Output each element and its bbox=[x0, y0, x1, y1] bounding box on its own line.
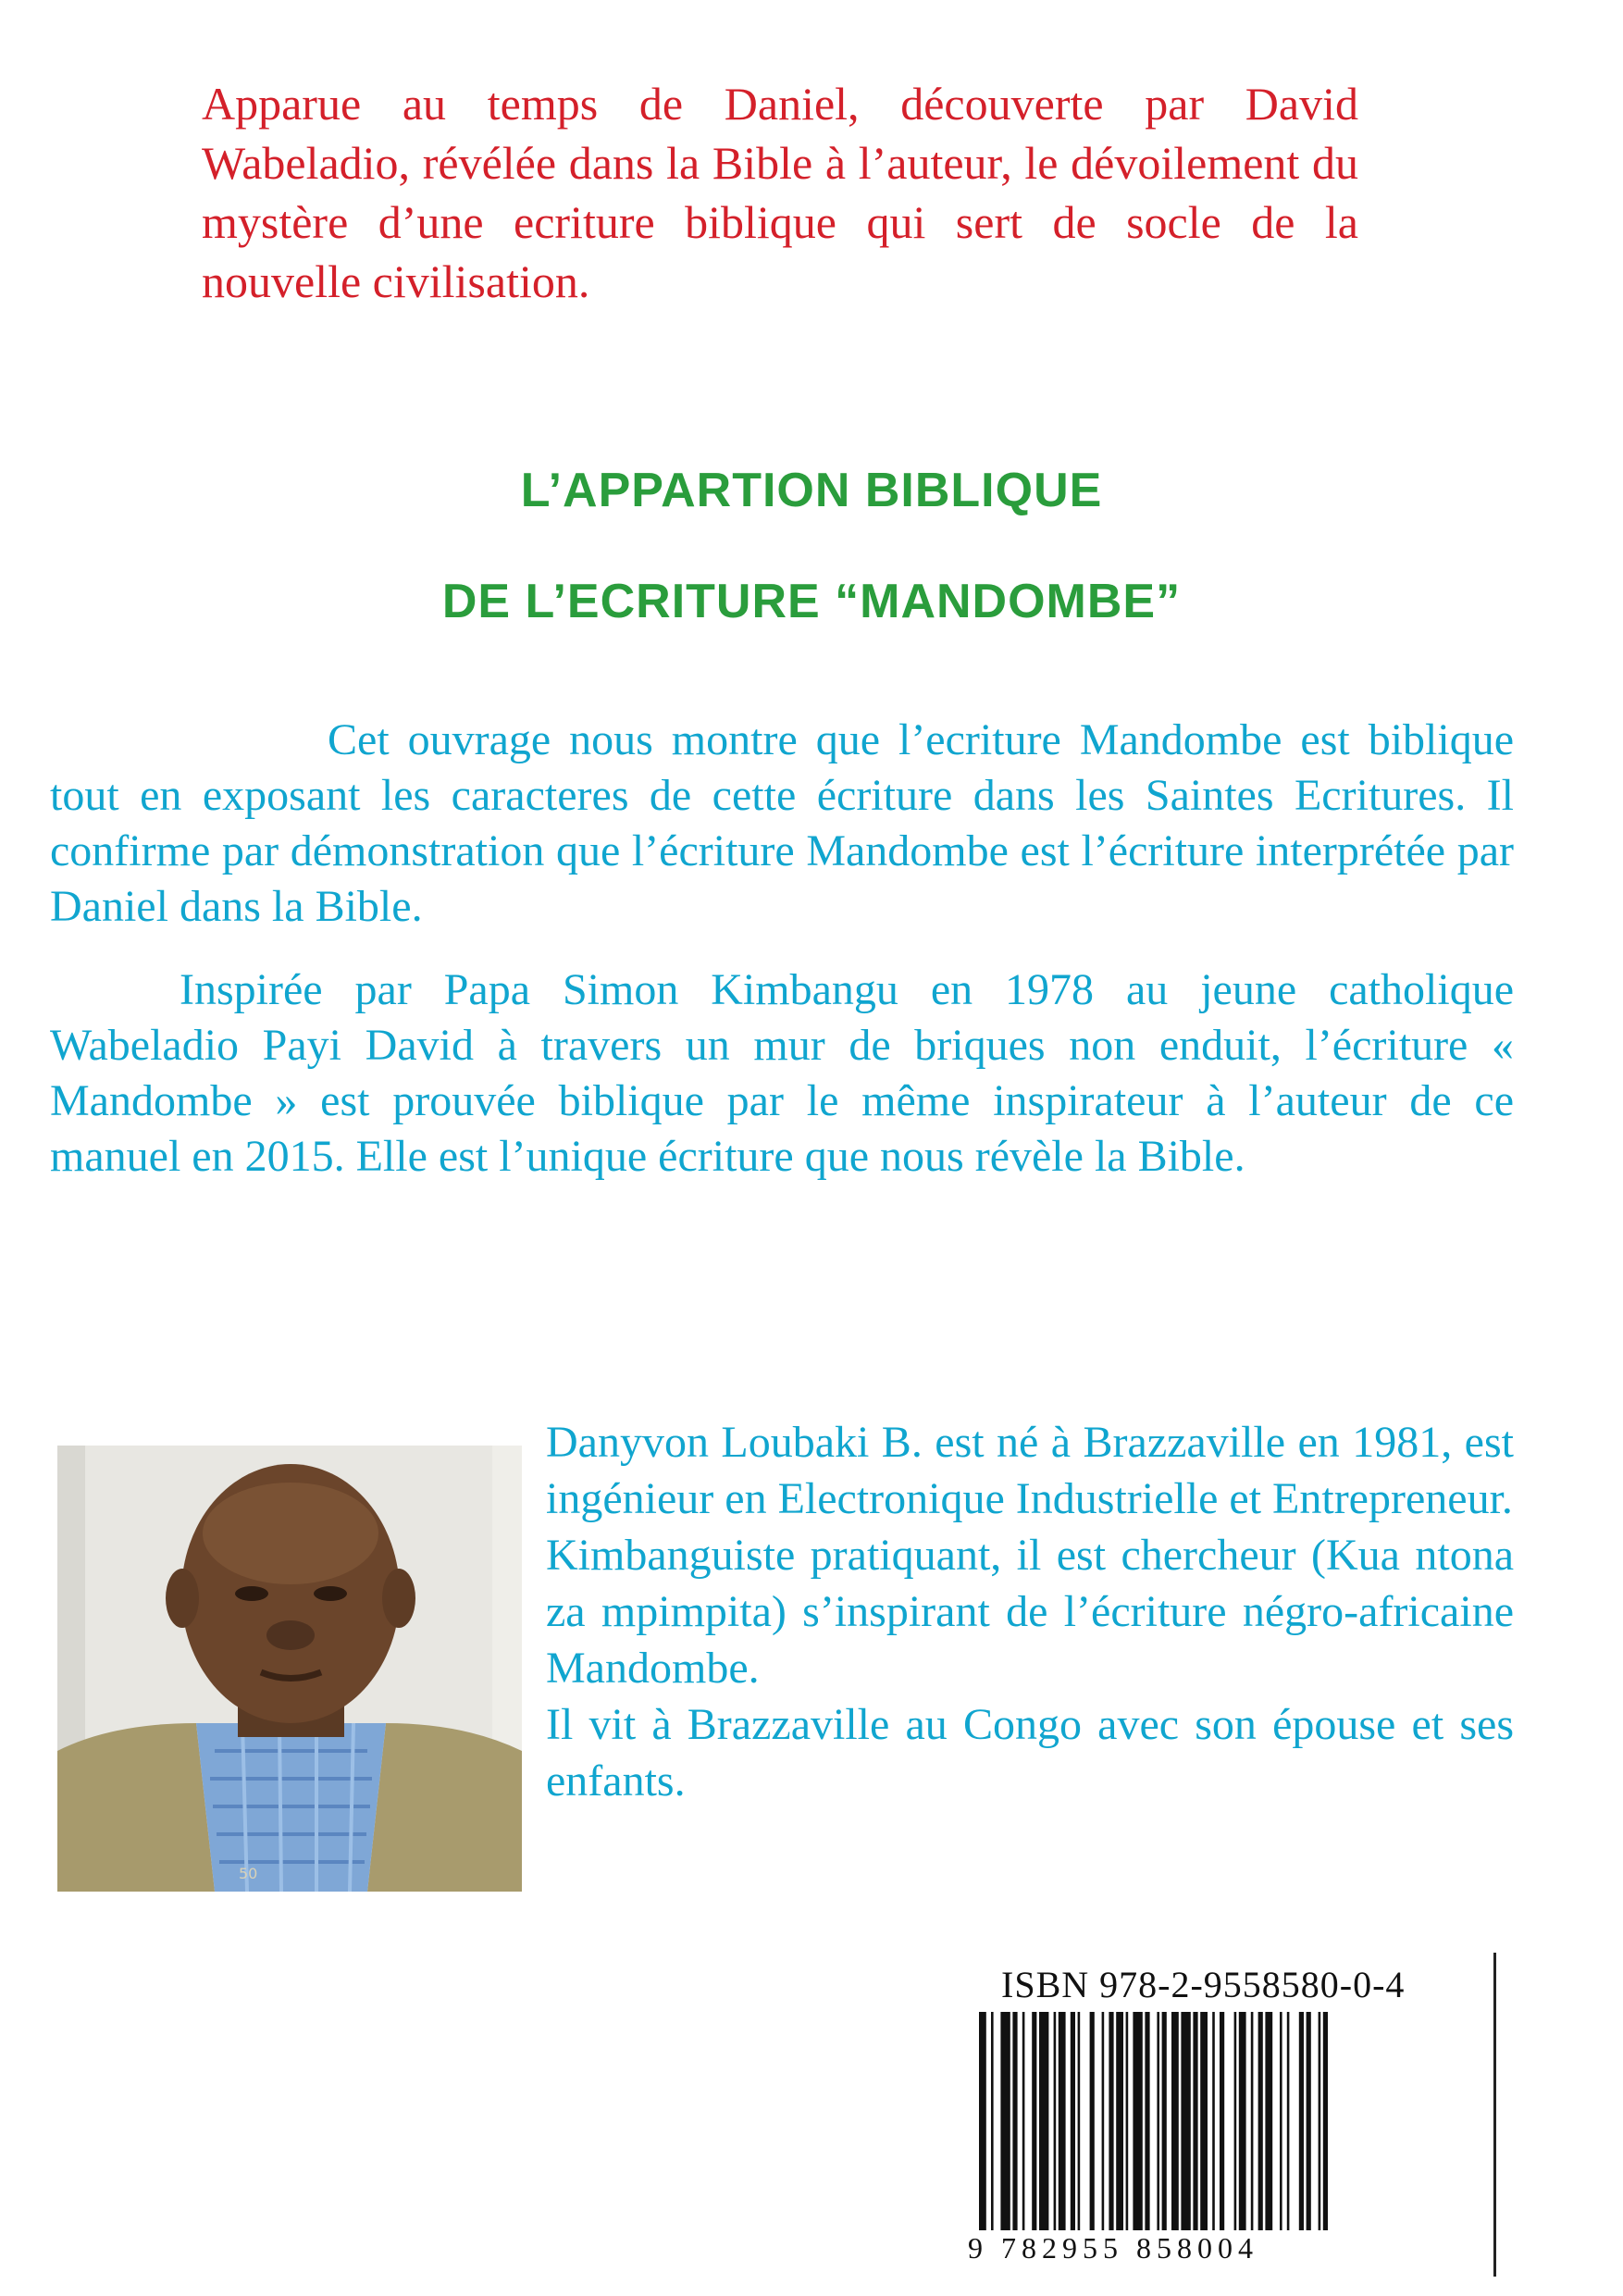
barcode-bar bbox=[1039, 2012, 1048, 2230]
barcode-bar bbox=[1032, 2012, 1036, 2230]
barcode-bar bbox=[1258, 2012, 1263, 2230]
barcode-bar bbox=[1251, 2012, 1254, 2230]
barcode-bar bbox=[1239, 2012, 1246, 2230]
barcode-bar bbox=[1234, 2012, 1237, 2230]
barcode-bar bbox=[1109, 2012, 1113, 2230]
author-bio bbox=[546, 1414, 1514, 1809]
barcode-bar bbox=[1145, 2012, 1149, 2230]
barcode-bar bbox=[1162, 2012, 1167, 2230]
barcode-bar bbox=[1054, 2012, 1057, 2230]
summary-paragraph-2: Inspirée par Papa Simon Kimbangu en 1978 au jeune catholique Wabeladio Payi David à travers un mur de briques non enduit, l’écriture « Mandombe » est prouvée biblique par le même inspirateur à l’auteur de ce manuel en 2015. Elle est l’unique écriture que nous révèle la Bible. bbox=[50, 965, 1514, 1181]
svg-text:50: 50 bbox=[239, 1865, 258, 1882]
summary-paragraph-1: Cet ouvrage nous montre que l’ecriture Mandombe est biblique tout en exposant les caracteres de cette écriture dans les Saintes Ecritures. Il confirme par démonstration que l’écriture Mandombe est l’écriture interprétée par Daniel dans la Bible. bbox=[50, 715, 1514, 931]
barcode-bar bbox=[1116, 2012, 1123, 2230]
barcode-bars bbox=[979, 2012, 1479, 2230]
barcode-bar bbox=[1157, 2012, 1159, 2230]
author-bio-line-2: Kimbanguiste pratiquant, il est chercheur (Kua ntona za mpimpita) s’inspirant de l’écriture négro-africaine Mandombe. bbox=[546, 1531, 1514, 1693]
barcode-bar bbox=[1126, 2012, 1129, 2230]
barcode-bar bbox=[1265, 2012, 1272, 2230]
author-bio-line-1: Danyvon Loubaki B. est né à Brazzaville en 1981, est ingénieur en Electronique Industrielle et Entrepreneur. bbox=[546, 1418, 1514, 1523]
barcode-bar bbox=[1319, 2012, 1321, 2230]
barcode-bar bbox=[1171, 2012, 1179, 2230]
barcode-bar bbox=[1102, 2012, 1105, 2230]
cover-edge-line bbox=[1493, 1953, 1496, 2277]
author-bio-line-3: Il vit à Brazzaville au Congo avec son épouse et ses enfants. bbox=[546, 1700, 1514, 1806]
barcode-bar bbox=[991, 2012, 994, 2230]
barcode-bar bbox=[1287, 2012, 1290, 2230]
barcode-bar bbox=[979, 2012, 986, 2230]
barcode-bar bbox=[1059, 2012, 1066, 2230]
barcode-bar bbox=[1133, 2012, 1142, 2230]
barcode-bar bbox=[1071, 2012, 1075, 2230]
barcode-bar bbox=[1193, 2012, 1197, 2230]
barcode-bar bbox=[1200, 2012, 1208, 2230]
barcode-bar bbox=[1181, 2012, 1190, 2230]
barcode-bar bbox=[1323, 2012, 1328, 2230]
book-title-line-2: DE L’ECRITURE “MANDOMBE” bbox=[441, 575, 1182, 628]
barcode-bar bbox=[1000, 2012, 1010, 2230]
barcode-bar bbox=[1078, 2012, 1081, 2230]
isbn-label: ISBN 978-2-9558580-0-4 bbox=[1001, 1964, 1406, 2005]
book-title-line-1: L’APPARTION BIBLIQUE bbox=[520, 464, 1103, 517]
barcode-bar bbox=[1299, 2012, 1304, 2230]
barcode-bar bbox=[1012, 2012, 1017, 2230]
ean-digits: 9 782955 858004 bbox=[968, 2231, 1258, 2265]
barcode-bar bbox=[1220, 2012, 1224, 2230]
barcode-bar bbox=[1280, 2012, 1282, 2230]
isbn-barcode bbox=[959, 1962, 1499, 2267]
barcode-bar bbox=[1090, 2012, 1095, 2230]
author-photo bbox=[57, 1446, 522, 1892]
barcode-bar bbox=[1022, 2012, 1025, 2230]
barcode-bar bbox=[1307, 2012, 1311, 2230]
barcode-bar bbox=[1212, 2012, 1215, 2230]
tagline: Apparue au temps de Daniel, découverte par David Wabeladio, révélée dans la Bible à l’auteur, le dévoilement du mystère d’une ecriture biblique qui sert de socle de la nouvelle civilisation. bbox=[202, 78, 1358, 307]
